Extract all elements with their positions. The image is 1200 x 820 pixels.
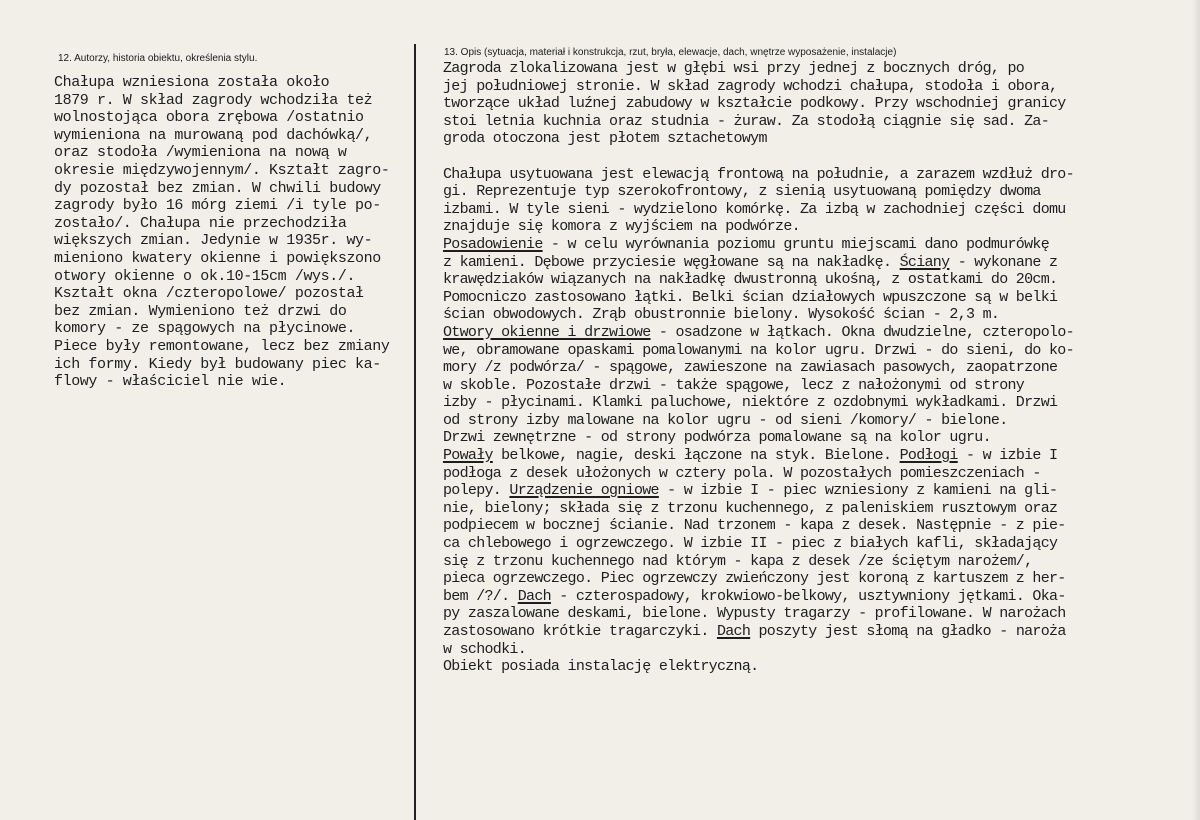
section-12-text-line: flowy - właściciel nie wie. xyxy=(54,373,287,391)
underlined-term: Powały xyxy=(443,447,493,465)
section-13-text-line: ca chlebowego i ogrzewczego. W izbie II - piec z białych kafli, składający xyxy=(443,535,1058,553)
section-13-text-line: we, obramowane opaskami pomalowanymi na kolor ugru. Drzwi - do sieni, do ko- xyxy=(443,341,1074,359)
section-13-text-line: w schodki. xyxy=(443,640,527,658)
underlined-term: Posadowienie xyxy=(443,235,543,253)
section-13-text-line: Powały belkowe, nagie, deski łączone na styk. Bielone. Podłogi - w izbie I xyxy=(443,447,1058,465)
section-13-text-line: izbami. W tyle sieni - wydzielono komórkę. Za izbą w zachodniej części domu xyxy=(443,200,1066,218)
section-13-text-line: Chałupa usytuowana jest elewacją frontową na południe, a zarazem wzdłuż dro- xyxy=(443,165,1074,183)
underlined-term: Dach xyxy=(517,587,551,605)
section-13-heading: 13. Opis (sytuacja, materiał i konstrukcja, rzut, bryła, elewacje, dach, wnętrze wyposażenie, instalacje) xyxy=(444,47,897,58)
section-12-text-line: Piece były remontowane, lecz bez zmiany xyxy=(54,337,390,355)
section-13-body xyxy=(443,60,1191,676)
section-12-text-line: wolnostojąca obora zrębowa /ostatnio xyxy=(54,109,364,127)
section-12-text-line: Chałupa wzniesiona została około xyxy=(54,74,330,91)
section-13-text-line: Drzwi zewnętrzne - od strony podwórza pomalowane są na kolor ugru. xyxy=(443,429,991,447)
section-12-heading: 12. Autorzy, historia obiektu, określenia stylu. xyxy=(58,53,258,64)
section-12-text-line: otwory okienne o ok.10-15cm /wys./. xyxy=(54,267,356,285)
section-12-text-line: dy pozostał bez zmian. W chwili budowy xyxy=(54,179,381,197)
section-13-text-line: pieca ogrzewczego. Piec ogrzewczy zwieńczony jest koroną z kartuszem z her- xyxy=(443,570,1066,588)
underlined-term: Dach xyxy=(716,623,751,640)
section-13-text-line: stoi letnia kuchnia oraz studnia - żuraw. Za stodołą ciągnie się sad. Za- xyxy=(443,112,1050,130)
section-12-text-line: 1879 r. W skład zagrody wchodziła też xyxy=(54,91,373,109)
section-13-text-line: tworzące układ luźnej zabudowy w kształcie podkowy. Przy wschodniej granicy xyxy=(443,95,1066,113)
section-13-text-line: Posadowienie - w celu wyrównania poziomu gruntu miejscami dano podmurówkę xyxy=(443,235,1050,253)
section-13-text-line xyxy=(443,148,1191,166)
section-12-text-line: mieniono kwatery okienne i powiększono xyxy=(54,249,381,267)
section-13-text-line: nie, bielony; składa się z trzonu kuchennego, z paleniskiem rusztowym oraz xyxy=(443,499,1058,517)
section-13-text-line: jej południowej stronie. W skład zagrody wchodzi chałupa, stodoła i obora, xyxy=(443,77,1058,95)
section-13-text-line: bem /?/. Dach - czterospadowy, krokwiowo-belkowy, usztywniony jętkami. Oka- xyxy=(443,587,1066,605)
section-12-text-line: wymieniona na murowaną pod dachówką/, xyxy=(54,126,373,144)
section-12-text-line: Kształt okna /czteropolowe/ pozostał xyxy=(54,285,364,303)
page-edge-shadow xyxy=(1192,0,1200,820)
section-12-text-line: większych zmian. Jedynie w 1935r. wy- xyxy=(54,232,373,250)
section-13-text-line: mory /z podwórza/ - spągowe, zawieszone na zawiasach pasowych, zaopatrzone xyxy=(443,359,1058,377)
section-13-text-line: ścian obwodowych. Zrąb obustronnie bielony. Wysokość ścian - 2,3 m. xyxy=(443,306,1000,324)
section-12-text-line: ich formy. Kiedy był budowany piec ka- xyxy=(54,355,381,373)
section-12-text-line: okresie międzywojennym/. Kształt zagro- xyxy=(54,161,390,179)
underlined-term: Podłogi xyxy=(899,447,958,465)
section-13-text-line: się z trzonu kuchennego nad którym - kapa z desek /ze ściętym narożem/, xyxy=(443,552,1033,570)
section-13-text-line: krawędziaków wiązanych na nakładkę dwustronną ukośną, z ostatkami do 20cm. xyxy=(443,271,1058,289)
underlined-term: Otwory okienne i drzwiowe xyxy=(443,323,651,341)
section-13-text-line: w skoble. Pozostałe drzwi - także spągowe, lecz z nałożonymi od strony xyxy=(443,376,1025,394)
section-13-text-line: Pomocniczo zastosowano łątki. Belki ścian działowych wpuszczone są w belki xyxy=(443,288,1058,306)
section-13-text-line: z kamieni. Dębowe przyciesie węgłowane są na nakładkę. Ściany - wykonane z xyxy=(443,253,1058,271)
section-12-text-line: komory - ze spągowych na płycinowe. xyxy=(54,320,356,338)
section-12-text-line: bez zmian. Wymieniono też drzwi do xyxy=(54,302,347,320)
section-13-text-line: Otwory okienne i drzwiowe - osadzone w łątkach. Okna dwudzielne, czteropolo- xyxy=(443,323,1074,341)
section-12-body xyxy=(54,74,410,391)
underlined-term: Urządzenie ogniowe xyxy=(509,482,659,500)
section-13-text-line: podłoga z desek ułożonych w cztery pola. W pozostałych pomieszczeniach - xyxy=(443,464,1041,482)
section-13-text-line: podpiecem w bocznej ścianie. Nad trzonem - kapa z desek. Następnie - z pie- xyxy=(443,517,1066,535)
column-divider-line xyxy=(414,44,416,820)
section-12-text-line: zostało/. Chałupa nie przechodziła xyxy=(54,214,347,232)
section-13-text-line: znajduje się komora z wyjściem na podwórze. xyxy=(443,218,800,236)
section-12-text-line: oraz stodoła /wymieniona na nową w xyxy=(54,144,347,162)
section-13-text-line: Obiekt posiada instalację elektryczną. xyxy=(443,658,759,676)
section-13-text-line: polepy. Urządzenie ogniowe - w izbie I - piec wzniesiony z kamieni na gli- xyxy=(443,482,1058,500)
section-13-text-line: od strony izby malowane na kolor ugru - od sieni /komory/ - bielone. xyxy=(443,411,1008,429)
section-12-text-line: zagrody było 16 mórg ziemi /i tyle po- xyxy=(54,197,381,215)
section-13-text-line: gi. Reprezentuje typ szerokofrontowy, z sienią usytuowaną pomiędzy dwoma xyxy=(443,183,1041,201)
section-13-text-line: groda otoczona jest płotem sztachetowym xyxy=(443,130,767,148)
section-13-text-line: izby - płycinami. Klamki paluchowe, niektóre z ozdobnymi wykładkami. Drzwi xyxy=(443,394,1058,412)
underlined-term: Ściany xyxy=(899,253,950,271)
section-13-text-line: py zaszalowane deskami, bielone. Wypusty tragarzy - profilowane. W narożach xyxy=(443,605,1066,623)
section-13-text-line: Zagroda zlokalizowana jest w głębi wsi przy jednej z bocznych dróg, po xyxy=(443,60,1025,77)
section-13-text-line: zastosowano krótkie tragarczyki. Dach poszyty jest słomą na gładko - naroża xyxy=(443,623,1066,640)
